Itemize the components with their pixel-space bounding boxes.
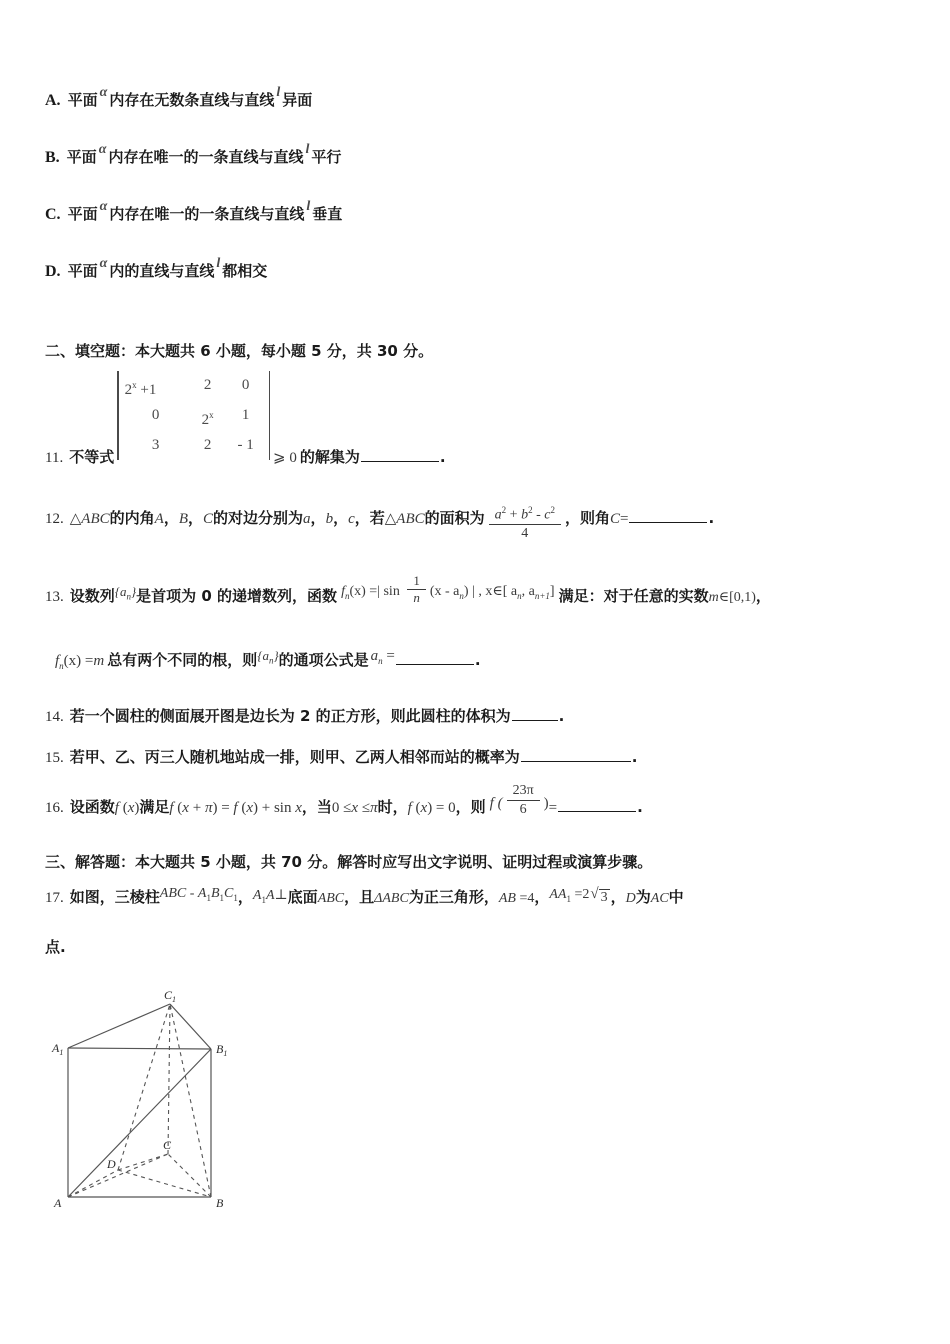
question-12-number: 12. — [45, 511, 64, 527]
choice-d-mid: 内的直线与直线 — [109, 262, 215, 280]
question-17-number: 17. — [45, 890, 64, 907]
choice-c-mid: 内存在唯一的一条直线与直线 — [109, 205, 305, 223]
section-heading-fill-in-blank: 二、填空题：本大题共 6 小题，每小题 5 分，共 30 分。 — [45, 342, 434, 360]
q17-prism-notation: ABC - $A_1B_1C_1$ — [159, 886, 238, 903]
matrix-cell-r2c0: 3 — [151, 437, 160, 453]
answer-blank-14[interactable] — [512, 707, 558, 721]
question-13-line2: $f_n(x) =m$ 总有两个不同的根，则 $\{a_n\}$ 的通项公式是 $a_n$ = . — [55, 648, 481, 672]
q17-aa1-length: $AA_1 =2$ √ 3 — [549, 886, 608, 905]
question-13-number: 13. — [45, 588, 64, 605]
prism-svg — [40, 975, 300, 1225]
edge-d-c — [118, 1154, 168, 1170]
choice-a-alpha-symbol: α — [99, 85, 108, 100]
q12-side-b: b — [325, 511, 334, 527]
q17-text-2: 底面 — [287, 888, 318, 907]
choice-d-line-symbol: l — [216, 256, 221, 271]
choice-d-alpha-symbol: α — [99, 256, 108, 271]
q17-text-1: 如图，三棱柱 — [69, 888, 160, 907]
choice-text-c — [67, 199, 343, 224]
q12-angle-b: B — [178, 511, 188, 527]
section-heading-solve-problems: 三、解答题：本大题共 5 小题，共 70 分。解答时应写出文字说明、证明过程或演算步骤。 — [45, 853, 653, 872]
q13-text-5: 的通项公式是 — [278, 651, 369, 670]
q13-inner-fraction: $\frac{1}{n}$ — [407, 574, 426, 606]
answer-blank-16[interactable] — [558, 798, 636, 812]
q16-fx: f (x) — [114, 799, 140, 816]
edge-a1-b1 — [68, 1048, 211, 1049]
vertex-label-b1: $B_1$ — [216, 1042, 228, 1058]
q16-text-2: 满足 — [139, 797, 170, 816]
q16-argument-fraction — [507, 783, 540, 817]
q17-triangle-abc: ΔABC — [374, 891, 409, 907]
choice-option-b[interactable] — [45, 142, 913, 202]
choice-option-c[interactable] — [45, 199, 913, 259]
q12-text-1: 的内角 — [109, 509, 155, 527]
inequality-relation: ⩾ 0 — [273, 450, 297, 466]
edge-a-c — [68, 1154, 168, 1197]
question-14: 14. 若一个圆柱的侧面展开图是边长为 2 的正方形，则此圆柱的体积为 . — [45, 707, 565, 726]
edge-a1-c1 — [68, 1004, 170, 1048]
determinant-grid — [119, 371, 269, 460]
choice-option-a[interactable] — [45, 85, 913, 145]
question-11-number: 11. — [45, 450, 64, 466]
matrix-cell-r2c1: 2 — [203, 437, 212, 453]
question-11-lead: 不等式 — [69, 448, 115, 466]
q12-side-c: c — [348, 511, 355, 527]
q13-sequence-notation-2: $\{a_n\}$ — [257, 648, 279, 666]
q16-evaluate-expression: f ( $\frac{23\pi}{6}$ ) — [489, 783, 549, 817]
perpendicular-icon: ⊥ — [274, 888, 288, 904]
q17-text-4: 为正三角形， — [408, 888, 499, 907]
page-content — [45, 0, 913, 957]
question-16-number: 16. — [45, 799, 64, 816]
q17-perpendicular-condition: $A_1A\perp$ — [252, 888, 288, 905]
question-13: 13. 设数列 $\{a_n\}$ 是首项为 0 的递增数列，函数 $f_n(x)$ =| sin $\frac{1}{n}$ $(x - a_n)$ | , x∈[ $a_n$, $a_{n+1}$] 满足：对于任意的实数 m∈[0,1) ， — [45, 582, 913, 614]
matrix-cell-r0c2: 0 — [241, 377, 250, 393]
matrix-cell-r1c0: 0 — [151, 407, 160, 423]
matrix-cell-r2c2: - 1 — [237, 437, 254, 453]
choice-b-mid: 内存在唯一的一条直线与直线 — [108, 148, 304, 166]
fraction-denominator: 4 — [489, 524, 561, 541]
matrix-cell-r1c2: 1 — [241, 407, 250, 423]
choice-b-prefix: 平面 — [66, 148, 97, 166]
choice-letter-b: B. — [45, 149, 60, 166]
q13-general-term: $a_n$ = — [370, 648, 395, 667]
choice-a-line-symbol: l — [276, 85, 281, 100]
choice-c-line-symbol: l — [306, 199, 311, 214]
q13-sequence-notation-1: $\{a_n\}$ — [114, 583, 137, 602]
q17-base-abc: ABC — [317, 891, 345, 907]
choice-d-prefix: 平面 — [67, 262, 98, 280]
q16-domain-condition: 0 ≤x ≤π — [331, 799, 378, 816]
q16-functional-equation: f (x + π) = f (x) + sin x — [169, 799, 302, 816]
triangular-prism-figure — [40, 975, 300, 1225]
q16-fx-zero: f (x) = 0 — [407, 799, 456, 816]
choice-text-d — [67, 256, 268, 281]
choice-b-suffix: 平行 — [311, 148, 342, 166]
q13-text-4: 总有两个不同的根，则 — [107, 651, 258, 670]
choice-letter-c: C. — [45, 206, 61, 223]
choice-c-alpha-symbol: α — [99, 199, 108, 214]
question-14-number: 14. — [45, 709, 64, 726]
choice-c-suffix: 垂直 — [312, 205, 343, 223]
q16-frac-num: 23π — [512, 783, 534, 799]
edge-a-d — [68, 1170, 118, 1197]
area-fraction — [489, 506, 561, 541]
vertex-label-c: C — [163, 1138, 172, 1152]
edge-b1-c1 — [170, 1004, 211, 1049]
q12-text-4: 的面积为 — [424, 509, 485, 527]
question-15-text: 若甲、乙、丙三人随机地站成一排，则甲、乙两人相邻而站的概率为 — [69, 748, 520, 767]
q12-answer-angle-c: C — [609, 511, 620, 527]
q13-text-2: 是首项为 0 的递增数列，函数 — [136, 586, 338, 605]
choice-a-mid: 内存在无数条直线与直线 — [109, 91, 275, 109]
vertex-labels — [51, 988, 227, 1210]
question-15: 15. 若甲、乙、丙三人随机地站成一排，则甲、乙两人相邻而站的概率为 . — [45, 748, 638, 767]
question-16: 16. 设函数 f (x) 满足 f (x + π) = f (x) + sin x ，当 0 ≤x ≤π 时， f (x) = 0 ，则 f ( $\frac{23\pi}{6}$ ) = . — [45, 791, 913, 825]
matrix-cell-r0c1: 2 — [203, 377, 212, 393]
question-14-text: 若一个圆柱的侧面展开图是边长为 2 的正方形，则此圆柱的体积为 — [69, 707, 511, 726]
choice-letter-d: D. — [45, 263, 61, 280]
q13-equation-fn-equals-m: $f_n(x) =m$ — [55, 653, 105, 672]
q12-text-3: ，若 — [354, 509, 385, 527]
edge-c-c1 — [168, 1004, 170, 1154]
q17-text-continuation: 点. — [45, 937, 66, 956]
vertex-label-a1: $A_1$ — [52, 1041, 64, 1057]
choice-option-d[interactable] — [45, 256, 913, 316]
answer-blank-12[interactable] — [629, 509, 707, 523]
q12-side-a: a — [303, 511, 311, 527]
q12-text-2: 的对边分别为 — [213, 509, 304, 527]
fraction-numerator: $a^2 + b^2 - c^2$ — [494, 505, 555, 523]
q17-point-d: D — [625, 891, 636, 907]
q13-function-formula: $f_n(x)$ =| sin $\frac{1}{n}$ $(x - a_n)$ | , x∈[ $a_n$, $a_{n+1}$] — [341, 572, 555, 606]
choice-b-line-symbol: l — [305, 142, 310, 157]
question-11: 11. 不等式 $2^x +1$ 2 0 0 2$^x$ 1 3 2 - 1 ⩾ 0 的解集为 . — [45, 373, 913, 467]
answer-blank-13[interactable] — [396, 651, 474, 665]
vertex-label-b: B — [216, 1196, 224, 1210]
vertex-label-c1: $C_1$ — [164, 988, 177, 1004]
q12-triangle-abc-1: △ABC — [69, 511, 110, 527]
determinant-matrix — [117, 371, 270, 460]
choice-text-a — [67, 85, 313, 110]
edge-b-c1 — [170, 1004, 211, 1197]
choice-b-alpha-symbol: α — [98, 142, 107, 157]
matrix-exp-r1c1: x — [209, 410, 214, 420]
choice-text-b — [66, 142, 342, 167]
choice-letter-a: A. — [45, 92, 61, 109]
choice-c-prefix: 平面 — [67, 205, 98, 223]
matrix-exp-r0c0: x — [132, 380, 137, 390]
square-root-icon: √ 3 — [590, 886, 608, 905]
q17-text-3: ，且 — [344, 888, 375, 907]
question-15-number: 15. — [45, 750, 64, 767]
q13-m-condition: m∈[0,1) — [708, 589, 756, 605]
dashed-edges — [68, 1004, 211, 1197]
q13-text-3: 满足：对于任意的实数 — [558, 586, 709, 605]
vertex-label-d: D — [107, 1157, 116, 1171]
question-17: 17. 如图，三棱柱 ABC - $A_1B_1C_1$ ， $A_1A\perp$ 底面 ABC ，且 ΔABC 为正三角形， AB =4 ， $AA_1 =2$ √ 3 ， D 为 AC 中 — [45, 886, 684, 907]
q17-ab-length: AB =4 — [498, 891, 535, 907]
question-11-tail: 的解集为 — [299, 448, 360, 466]
q16-text-1: 设函数 — [69, 797, 115, 816]
answer-blank-11[interactable] — [361, 448, 439, 462]
q16-frac-den: 6 — [507, 800, 540, 817]
choice-a-prefix: 平面 — [67, 91, 98, 109]
matrix-cell-r1c1: 2$^x$ — [201, 410, 214, 428]
choice-a-suffix: 异面 — [282, 91, 313, 109]
answer-blank-15[interactable] — [521, 748, 631, 762]
q12-angle-a: A — [154, 511, 164, 527]
q12-text-5: ，则角 — [564, 509, 610, 527]
q12-angle-c: C — [203, 511, 214, 527]
edge-a-b1 — [68, 1049, 211, 1197]
matrix-cell-r0c0: $2^x +1$ — [124, 380, 157, 398]
vertex-label-a: A — [54, 1196, 62, 1210]
question-12: 12. △ABC 的内角 A ， B ， C 的对边分别为 a ， b ， c ，若 △ABC 的面积为 $\frac{a^2 + b^2 - c^2}{4}$ ，则角 C = . — [45, 505, 715, 542]
choice-d-suffix: 都相交 — [222, 262, 268, 280]
q13-text-1: 设数列 — [69, 586, 115, 605]
determinant-right-bar — [269, 371, 270, 460]
q17-segment-ac: AC — [650, 891, 669, 907]
q12-triangle-abc-2: △ABC — [384, 511, 425, 527]
